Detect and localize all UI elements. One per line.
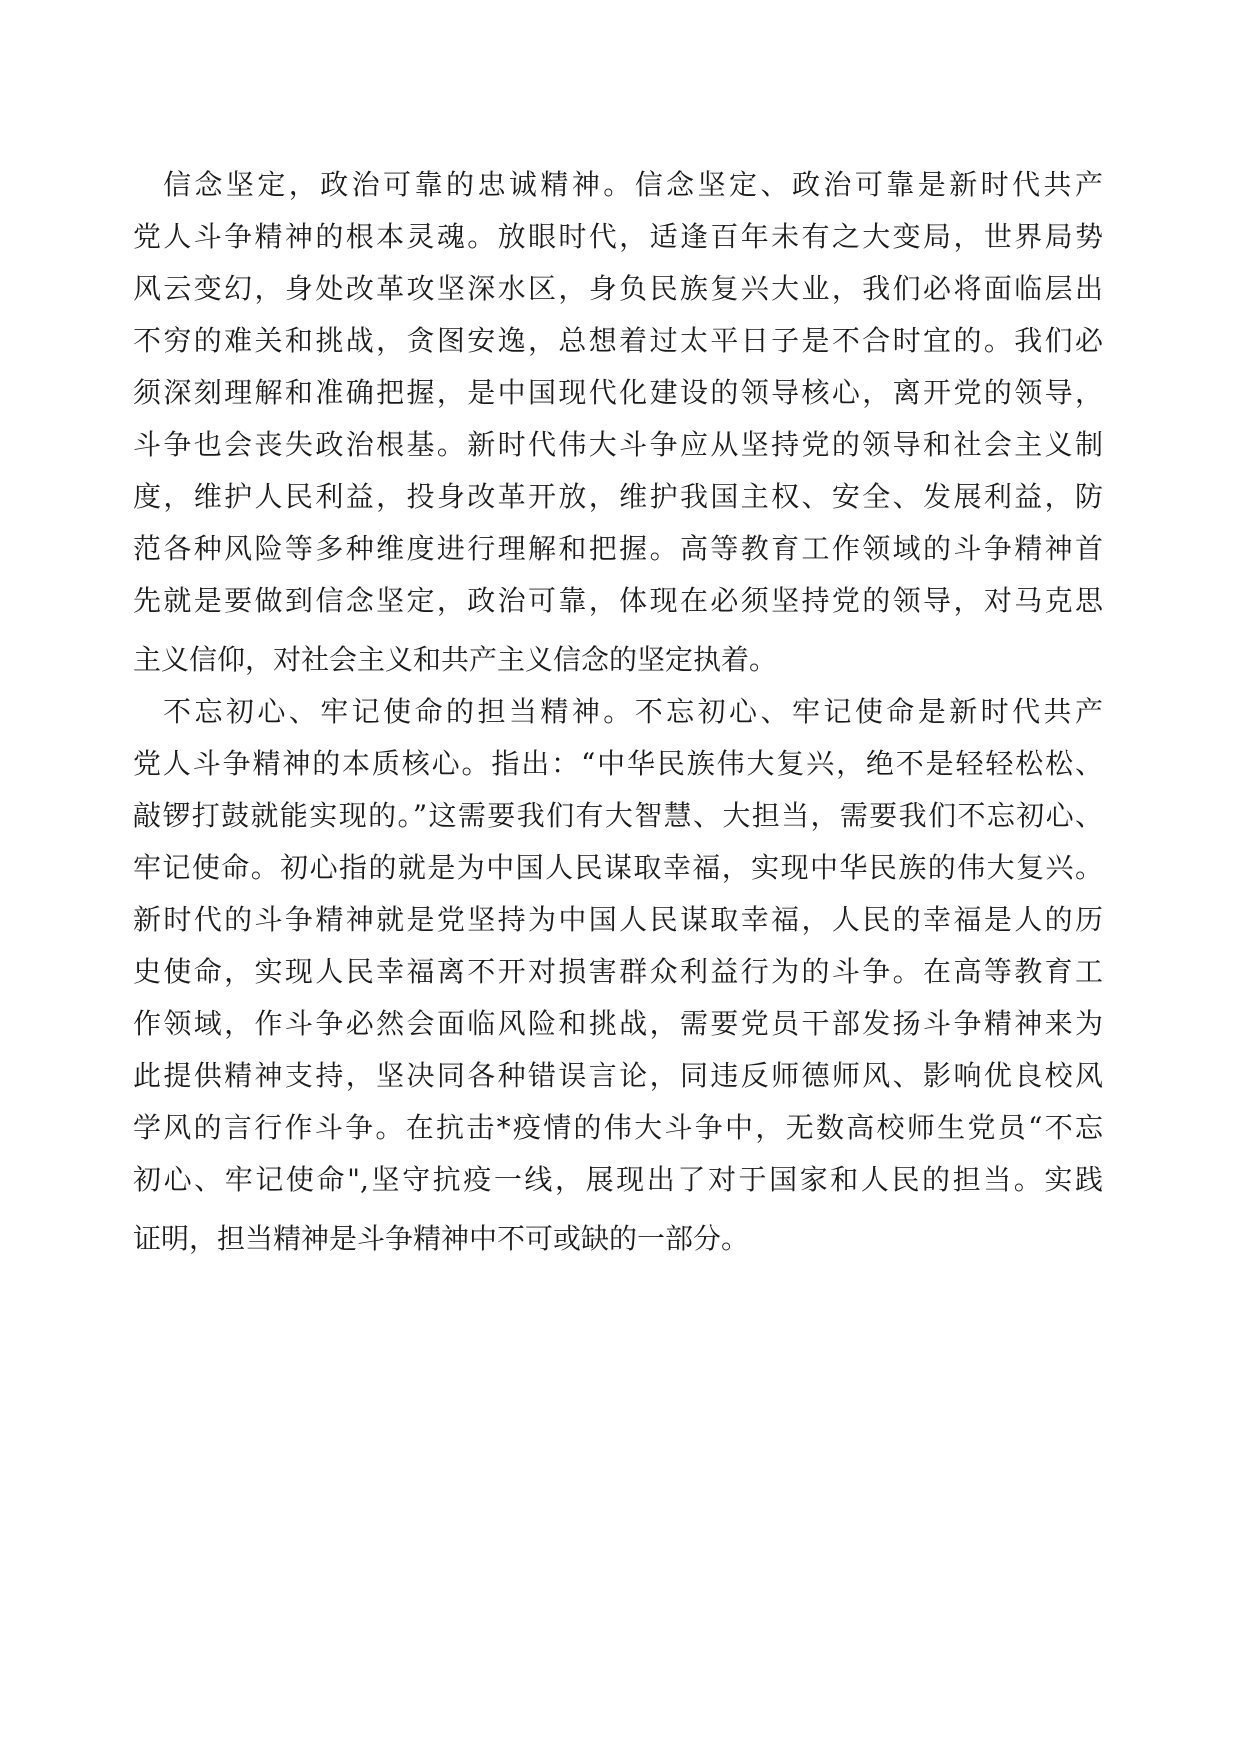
document-body <box>133 159 1103 1265</box>
paragraph-1-line-7: 度，维护人民利益，投身改革开放，维护我国主权、安全、发展利益，防 <box>133 480 1103 513</box>
paragraph-1-line-1: 信念坚定，政治可靠的忠诚精神。信念坚定、政治可靠是新时代共产 <box>163 168 1103 201</box>
paragraph-2-line-1: 不忘初心、牢记使命的担当精神。不忘初心、牢记使命是新时代共产 <box>163 695 1103 728</box>
paragraph-1-line-4: 不穷的难关和挑战，贪图安逸，总想着过太平日子是不合时宜的。我们必 <box>133 324 1103 357</box>
paragraph-2-line-3: 敲锣打鼓就能实现的。”这需要我们有大智慧、大担当，需要我们不忘初心、 <box>133 799 1103 832</box>
paragraph-2-line-11: 证明，担当精神是斗争精神中不可或缺的一部分。 <box>133 1222 750 1255</box>
paragraph-2-line-4: 牢记使命。初心指的就是为中国人民谋取幸福，实现中华民族的伟大复兴。 <box>133 851 1103 884</box>
paragraph-2-line-7: 作领域，作斗争必然会面临风险和挑战，需要党员干部发扬斗争精神来为 <box>133 1007 1103 1040</box>
paragraph-2-line-2: 党人斗争精神的本质核心。指出：“中华民族伟大复兴，绝不是轻轻松松、 <box>133 747 1103 780</box>
paragraph-1-line-3: 风云变幻，身处改革攻坚深水区，身负民族复兴大业，我们必将面临层出 <box>133 272 1103 305</box>
paragraph-2-line-10: 初心、牢记使命",坚守抗疫一线，展现出了对于国家和人民的担当。实践 <box>133 1163 1103 1196</box>
paragraph-2-line-8: 此提供精神支持，坚决同各种错误言论，同违反师德师风、影响优良校风 <box>133 1059 1103 1092</box>
paragraph-1-line-8: 范各种风险等多种维度进行理解和把握。高等教育工作领域的斗争精神首 <box>133 532 1103 565</box>
paragraph-1-line-6: 斗争也会丧失政治根基。新时代伟大斗争应从坚持党的领导和社会主义制 <box>133 428 1103 461</box>
paragraph-1-line-5: 须深刻理解和准确把握，是中国现代化建设的领导核心，离开党的领导， <box>133 376 1103 409</box>
paragraph-2-line-9: 学风的言行作斗争。在抗击*疫情的伟大斗争中，无数高校师生党员“不忘 <box>133 1111 1103 1144</box>
paragraph-2-line-5: 新时代的斗争精神就是党坚持为中国人民谋取幸福，人民的幸福是人的历 <box>133 903 1103 936</box>
paragraph-1-line-2: 党人斗争精神的根本灵魂。放眼时代，适逢百年未有之大变局，世界局势 <box>133 220 1103 253</box>
paragraph-1-line-10: 主义信仰，对社会主义和共产主义信念的坚定执着。 <box>133 643 778 676</box>
paragraph-2-line-6: 史使命，实现人民幸福离不开对损害群众利益行为的斗争。在高等教育工 <box>133 955 1103 988</box>
paragraph-1 <box>133 159 1103 686</box>
paragraph-2 <box>133 686 1103 1265</box>
paragraph-1-line-9: 先就是要做到信念坚定，政治可靠，体现在必须坚持党的领导，对马克思 <box>133 584 1103 617</box>
